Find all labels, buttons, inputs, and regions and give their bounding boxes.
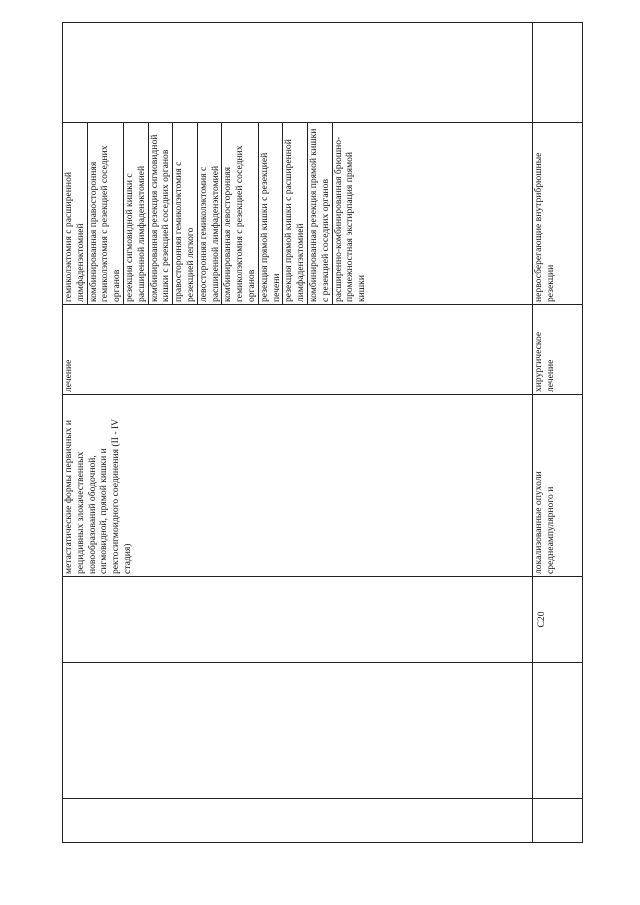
method-item: резекция сигмовидной кишки с расширенной лимфаденэктомией <box>124 123 149 304</box>
code-cell <box>63 577 533 663</box>
method-item: расширенно-комбинированная брюшно-промежностная экстирпация прямой кишки <box>332 136 368 302</box>
method-item: нервосберегающие внутрибрюшные резекции <box>533 152 556 302</box>
method-item: правосторонняя гемиколэктомия с резекцией легкого <box>173 123 198 304</box>
method-item: резекция прямой кишки с резекцией печени <box>259 123 284 304</box>
treatment-type-cell: лечение <box>63 305 533 395</box>
method-item: левосторонняя гемиколэктомия с расширенной лимфаденэктомией <box>198 123 223 304</box>
rotated-table-wrapper <box>62 23 582 843</box>
methods-cell <box>63 123 533 305</box>
method-item: комбинированная резекция сигмовидной кишки с резекцией соседних органов <box>149 123 174 304</box>
methods-list <box>63 123 368 304</box>
disease-cell: метастатические формы первичных и рецидивных злокачественных новообразований ободочной, сигмовидной, прямой кишки и ректосигмоидного соединения (II - IV стадия) <box>63 395 533 577</box>
treatment-table <box>62 22 583 843</box>
method-item: комбинированная резекция прямой кишки с резекцией соседних органов <box>308 123 333 304</box>
empty-cell <box>63 23 533 123</box>
method-item: резекция прямой кишки с расширенной лимфаденэктомией <box>283 123 308 304</box>
empty-cell <box>533 799 583 843</box>
disease-cell: локализованные опухоли среднеампулярного и <box>533 395 583 577</box>
empty-cell <box>63 799 533 843</box>
code-cell: C20 <box>533 577 583 663</box>
methods-cell <box>533 123 583 305</box>
empty-cell <box>63 663 533 799</box>
method-item: комбинированная правосторонняя гемиколэктомия с резекцией соседних органов <box>88 123 124 304</box>
table-row <box>533 23 583 843</box>
treatment-type-cell: хирургическое лечение <box>533 305 583 395</box>
empty-cell <box>533 663 583 799</box>
table-row <box>63 23 533 843</box>
method-item: гемиколэктомия с расширенной лимфаденэктомией <box>63 123 88 304</box>
method-item: комбинированная левосторонняя гемиколэктомия с резекцией соседних органов <box>222 123 258 304</box>
empty-cell <box>533 23 583 123</box>
